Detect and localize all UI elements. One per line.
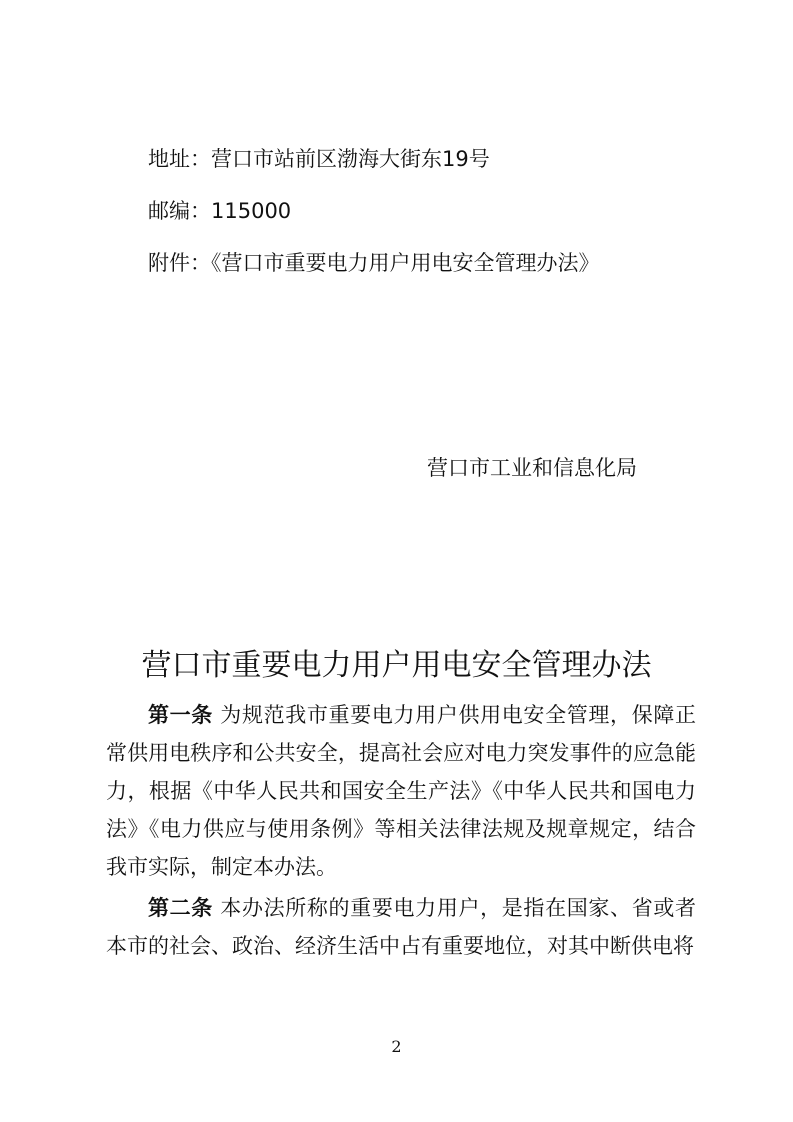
article-paragraph <box>106 889 696 965</box>
document-title: 营口市重要电力用户用电安全管理办法 <box>141 648 652 683</box>
attachment-value: 《营口市重要电力用户用电安全管理办法》 <box>211 251 600 275</box>
address-line <box>148 146 490 172</box>
address-value: 营口市站前区渤海大街东19号 <box>211 147 490 171</box>
address-label: 地址： <box>148 147 211 171</box>
article-heading: 第一条 <box>148 703 213 727</box>
postcode-value: 115000 <box>211 199 292 223</box>
attachment-label: 附件： <box>148 251 211 275</box>
article-text: 本办法所称的重要电力用户，是指在国家、省或者本市的社会、政治、经济生活中占有重要地位，对其中断供电将 <box>106 896 696 958</box>
article-paragraph <box>106 696 696 886</box>
attachment-line <box>148 250 600 276</box>
issuer-signature: 营口市工业和信息化局 <box>427 456 637 480</box>
article-heading: 第二条 <box>148 896 213 920</box>
article-text: 为规范我市重要电力用户供用电安全管理，保障正常供用电秩序和公共安全，提高社会应对电力突发事件的应急能力，根据《中华人民共和国安全生产法》《中华人民共和国电力法》《电力供应与使用条例》等相关法律法规及规章规定，结合我市实际，制定本办法。 <box>106 703 696 879</box>
postcode-line <box>148 198 291 224</box>
postcode-label: 邮编： <box>148 199 211 223</box>
page-number: 2 <box>391 1037 402 1056</box>
